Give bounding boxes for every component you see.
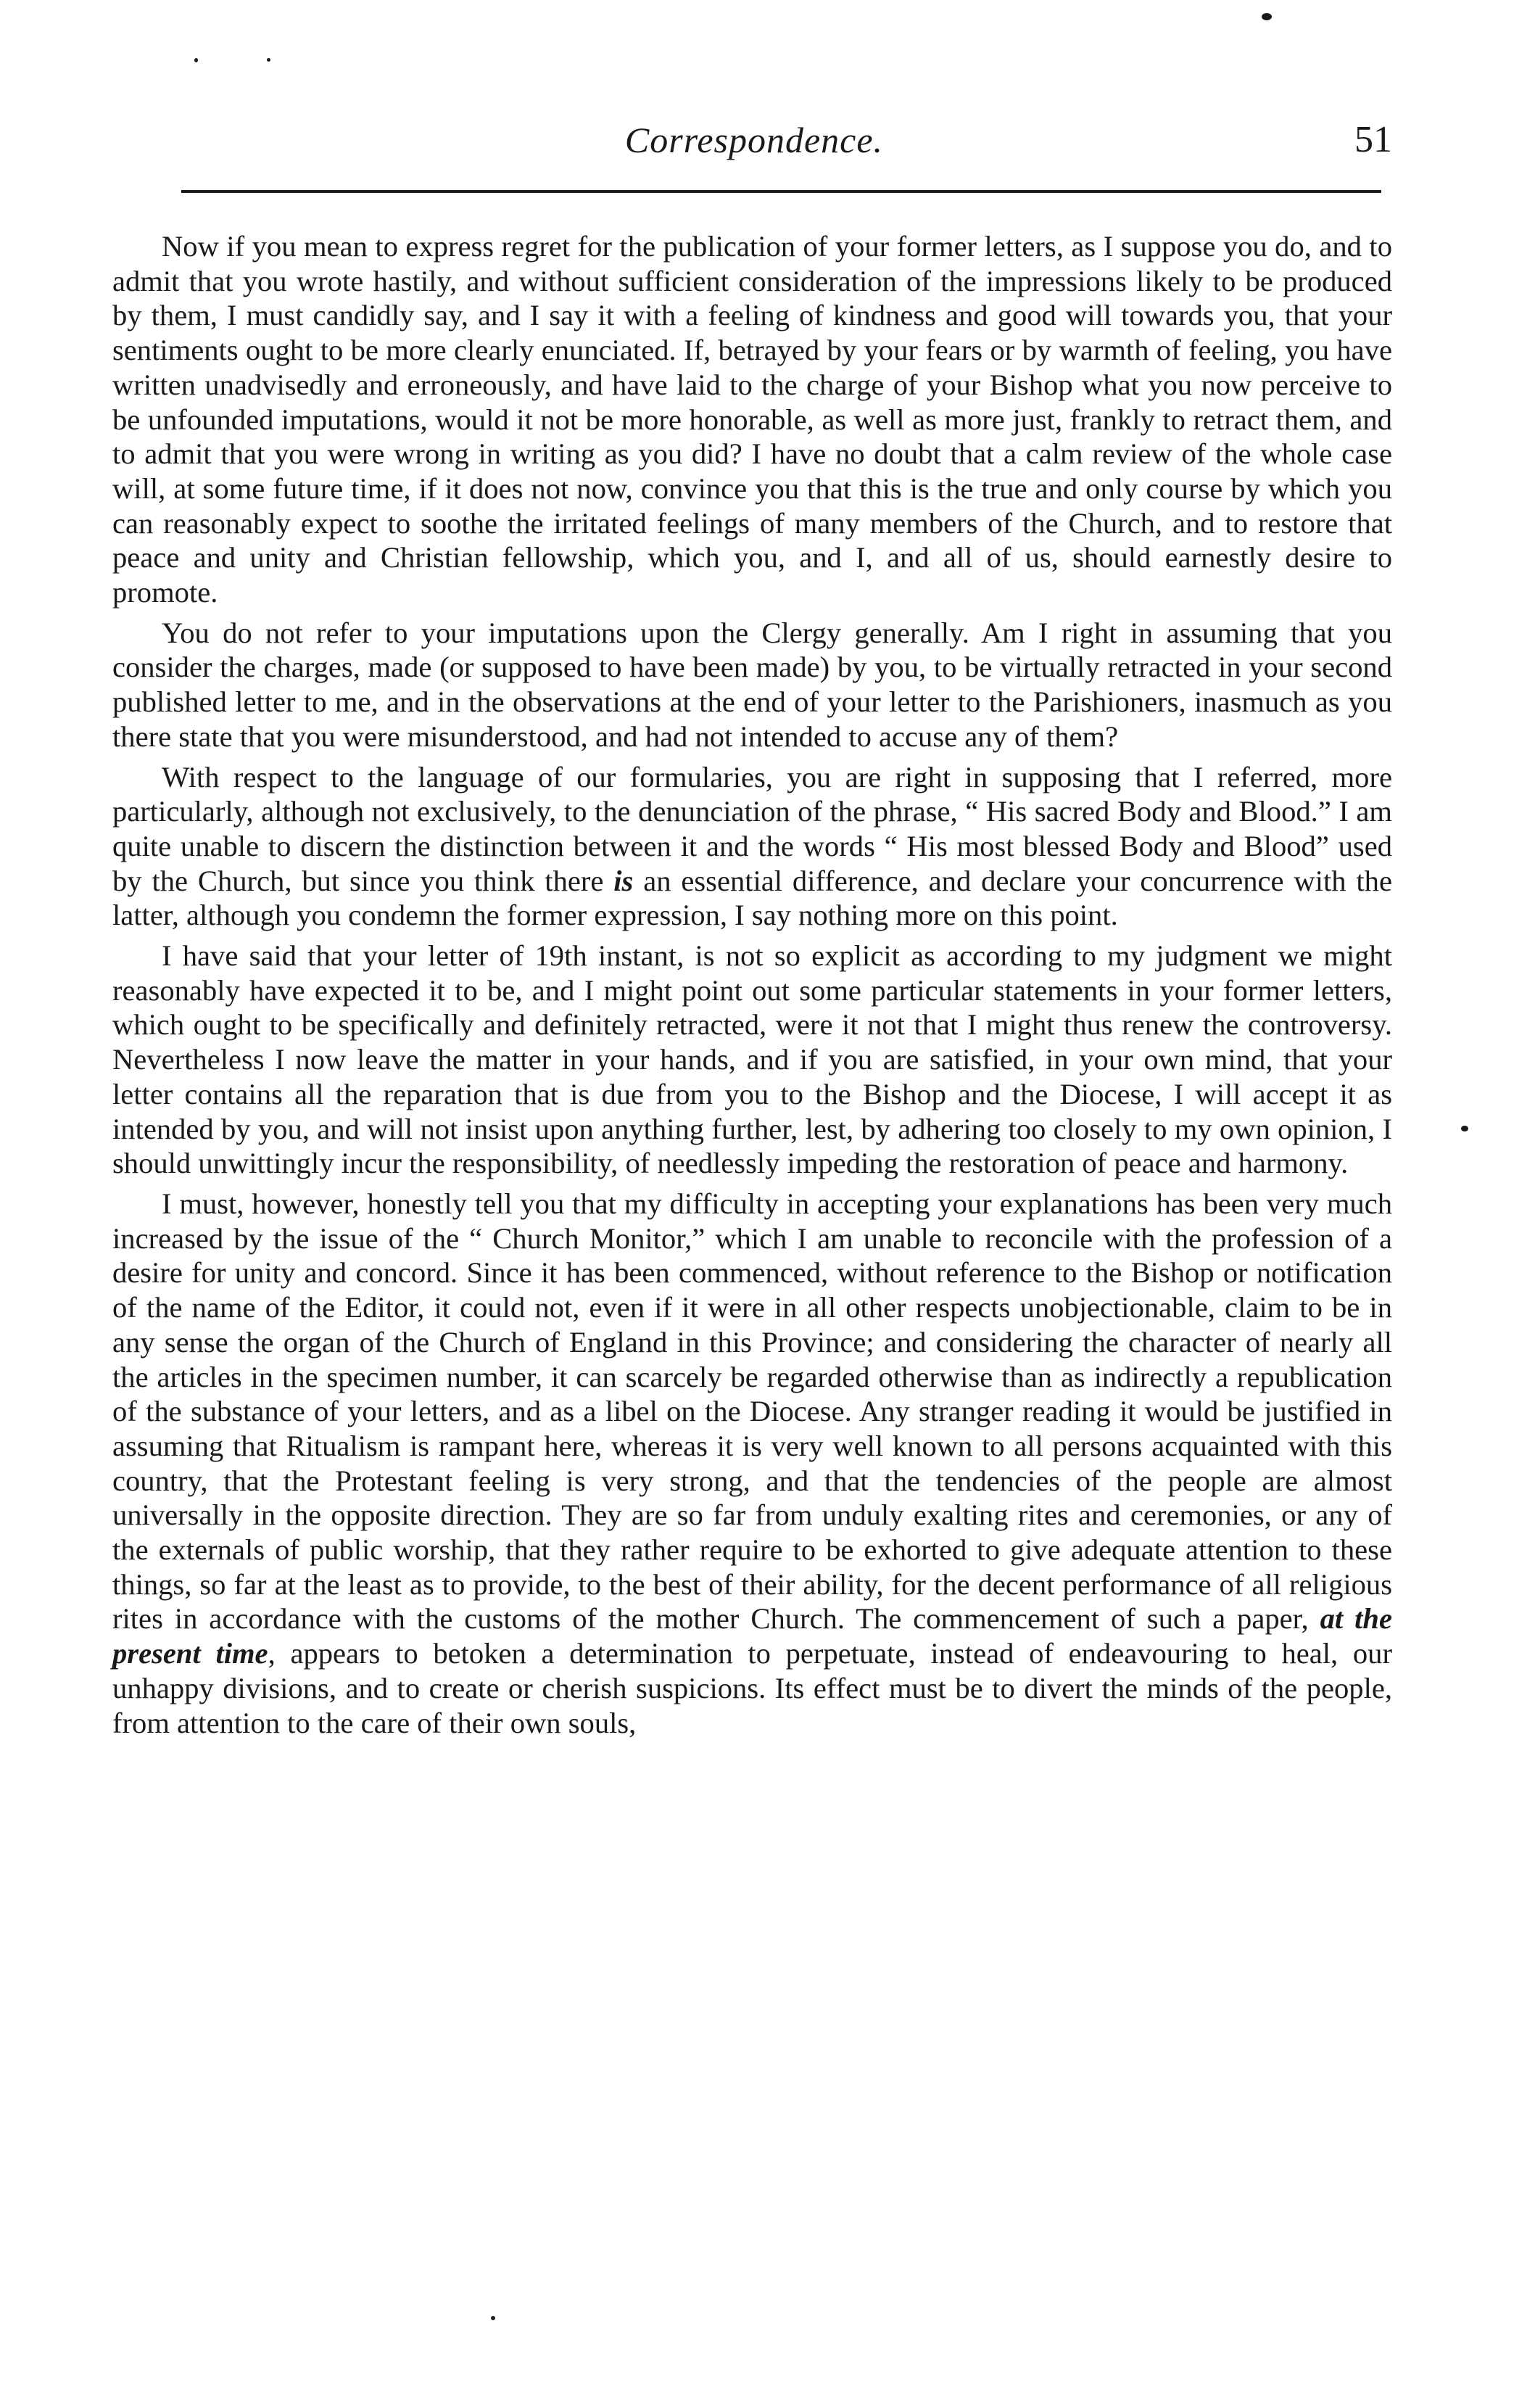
letter-body (112, 229, 1392, 1746)
paragraph-text: With respect to the language of our formularies, you are right in supposing that I referred, more particularly, although not exclusively, to the denunciation of the phrase, “ His sacred Body and Blood.” I am quite unable to discern the distinction between it and the words “ His most blessed Body and Blood” used by the Church, but since you think there (112, 760, 1392, 897)
scan-speck (194, 58, 198, 62)
scan-speck (267, 58, 270, 62)
paragraph: You do not refer to your imputations upon the Clergy generally. Am I right in assuming that you consider the charges, made (or supposed to have been made) by you, to be virtually retracted in your second published letter to me, and in the observations at the end of your letter to the Parishioners, inasmuch as you there state that you were misunderstood, and had not intended to accuse any of them? (112, 616, 1392, 753)
header-rule (181, 190, 1381, 193)
italic-emphasis: is (613, 864, 634, 897)
paragraph-text: I must, however, honestly tell you that my difficulty in accepting your explanations has been very much increased by the issue of the “ Church Monitor,” which I am unable to reconcile with the profession of a desire for unity and concord. Since it has been commenced, without reference to the Bishop or notification of the name of the Editor, it could not, even if it were in all other respects unobjectionable, claim to be in any sense the organ of the Church of England in this Province; and considering the character of nearly all the articles in the specimen number, it can scarcely be regarded otherwise than as indirectly a republication of the substance of your letters, and as a libel on the Diocese. Any stranger reading it would be justified in assuming that Ritualism is rampant here, whereas it is very well known to all persons acquainted with this country, that the Protestant feeling is very strong, and that the tendencies of the people are almost universally in the opposite direction. They are so far from unduly exalting rites and ceremonies, or any of the externals of public worship, that they rather require to be exhorted to give adequate attention to these things, so far at the least as to provide, to the best of their ability, for the decent performance of all religious rites in accordance with the customs of the mother Church. The commencement of such a paper, (112, 1187, 1392, 1636)
paragraph-text: an essential difference, and declare your concurrence with the latter, although you condemn the former expression, I say nothing more on this point. (112, 864, 1392, 932)
scan-speck (1461, 1126, 1468, 1131)
page-number: 51 (1354, 119, 1392, 160)
paragraph: I have said that your letter of 19th instant, is not so explicit as according to my judgment we might reasonably have expected it to be, and I might point out some particular statements in your former letters, which ought to be specifically and definitely retracted, were it not that I might thus renew the controversy. Nevertheless I now leave the matter in your hands, and if you are satisfied, in your own mind, that your letter contains all the reparation that is due from you to the Bishop and the Diocese, I will accept it as intended by you, and will not insist upon anything further, lest, by adhering too closely to my own opinion, I should unwittingly incur the responsibility, of needlessly impeding the restoration of peace and harmony. (112, 939, 1392, 1180)
paragraph-text: , appears to betoken a determination to perpetuate, instead of endeavouring to heal, our unhappy divisions, and to create or cherish suspicions. Its effect must be to divert the minds of the people, from attention to the care of their own souls, (112, 1637, 1392, 1739)
paragraph: Now if you mean to express regret for the publication of your former letters, as I suppose you do, and to admit that you wrote hastily, and without sufficient consideration of the impressions likely to be produced by them, I must candidly say, and I say it with a feeling of kindness and good will towards you, that your sentiments ought to be more clearly enunciated. If, betrayed by your fears or by warmth of feeling, you have written unadvisedly and erroneously, and have laid to the charge of your Bishop what you now perceive to be unfounded imputations, would it not be more honorable, as well as more just, frankly to retract them, and to admit that you were wrong in writing as you did? I have no doubt that a calm review of the whole case will, at some future time, if it does not now, convince you that this is the true and only course by which you can reasonably expect to soothe the irritated feelings of many members of the Church, and to restore that peace and unity and Christian fellowship, which you, and I, and all of us, should earnestly desire to promote. (112, 230, 1392, 609)
italic-emphasis: at the present time (112, 1602, 1392, 1670)
scan-speck (1262, 13, 1272, 20)
running-head (116, 115, 1392, 165)
running-title: Correspondence. (624, 120, 884, 160)
scan-speck (491, 2316, 495, 2320)
paragraph (112, 760, 1392, 933)
paragraph (112, 1187, 1392, 1740)
